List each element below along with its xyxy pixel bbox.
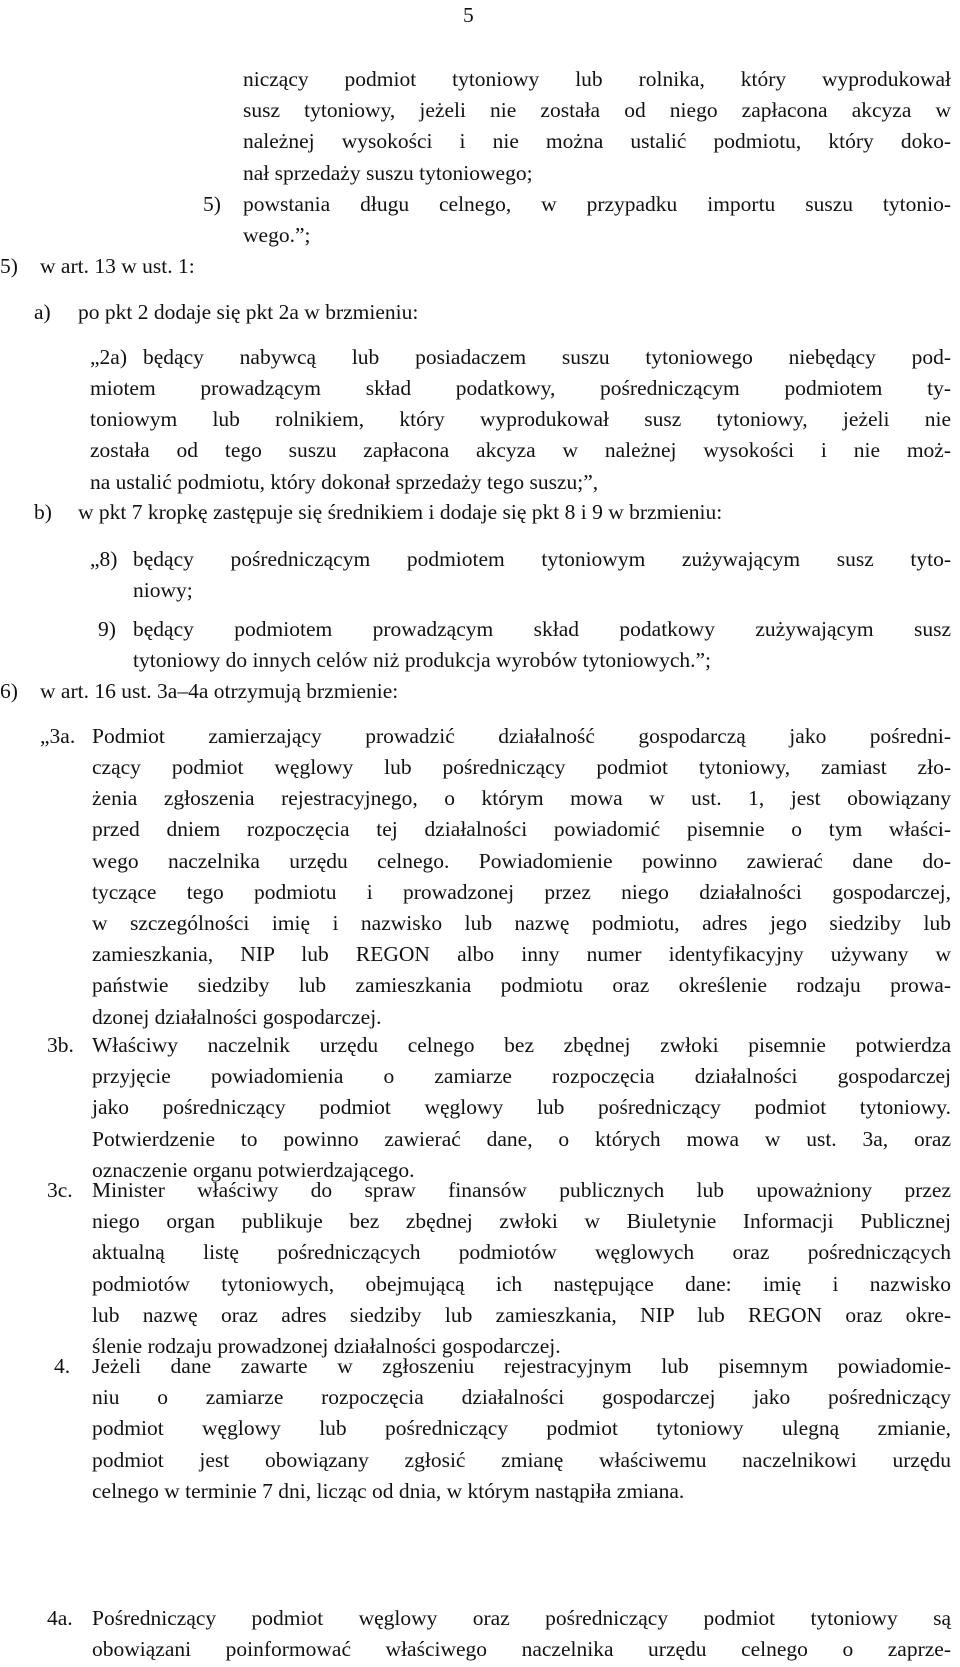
- text-line: wego naczelnika urzędu celnego. Powiadomienie powinno zawierać dane do-: [92, 848, 951, 873]
- text-line: będący nabywcą lub posiadaczem suszu tytoniowego niebędący pod-: [143, 345, 951, 369]
- text-line: podmiotów tytoniowych, obejmującą ich następujące dane: imię i nazwisko: [92, 1271, 951, 1296]
- ust-4-text: [92, 1351, 951, 1507]
- text-line: niowy;: [133, 578, 193, 603]
- text-line: susz tytoniowy, jeżeli nie została od niego zapłacona akcyza w: [243, 98, 951, 123]
- text-line: należnej wysokości i nie można ustalić podmiotu, który doko-: [243, 129, 951, 154]
- text-line: ślenie rodzaju prowadzonej działalności gospodarczej.: [92, 1334, 561, 1359]
- text-line: aktualną listę pośredniczących podmiotów węglowych oraz pośredniczących: [92, 1240, 951, 1265]
- text-line: dzonej działalności gospodarczej.: [92, 1004, 382, 1029]
- text-line: Właściwy naczelnik urzędu celnego bez zbędnej zwłoki pisemnie potwierdza: [92, 1033, 951, 1057]
- text-line: celnego w terminie 7 dni, licząc od dnia, w którym nastąpiła zmiana.: [92, 1478, 685, 1503]
- text-line: powstania długu celnego, w przypadku importu suszu tytonio-: [243, 192, 951, 216]
- ust-3c-text: [92, 1175, 951, 1362]
- ust-3a-text: [92, 752, 951, 1033]
- text-line: nał sprzedaży suszu tytoniowego;: [243, 160, 533, 185]
- text-line: w szczególności imię i nazwisko lub nazwę podmiotu, adres jego siedziby lub: [92, 911, 951, 936]
- text-line: lub nazwę oraz adres siedziby lub zamieszkania, NIP lub REGON oraz okre-: [92, 1302, 951, 1327]
- text-line: została od tego suszu zapłacona akcyza w należnej wysokości i nie moż-: [90, 438, 951, 463]
- point-label: „8): [90, 547, 118, 571]
- text-line: Minister właściwy do spraw finansów publicznych lub upoważniony przez: [92, 1178, 951, 1202]
- continuation-paragraph: [243, 64, 951, 189]
- ust-3a-first: [92, 721, 951, 752]
- ust-label: 4a.: [47, 1606, 73, 1630]
- art13-b-text: w pkt 7 kropkę zastępuje się średnikiem i dodaje się pkt 8 i 9 w brzmieniu:: [78, 500, 723, 524]
- text-line: obowiązani poinformować właściwego naczelnika urzędu celnego o zaprze-: [92, 1637, 951, 1662]
- text-line: przyjęcie powiadomienia o zamiarze rozpoczęcia działalności gospodarczej: [92, 1064, 951, 1089]
- text-line: będący podmiotem prowadzącym skład podatkowy zużywającym susz: [133, 617, 951, 641]
- ust-4a-text: [92, 1603, 951, 1665]
- item-label: 5): [203, 192, 221, 216]
- item-label: 5): [0, 254, 18, 278]
- item-label: a): [34, 300, 51, 324]
- ust-label: 3b.: [47, 1033, 74, 1057]
- ust-label: „3a.: [40, 724, 76, 748]
- page-number: 5: [463, 3, 474, 27]
- item-5-inner-text: [243, 189, 951, 251]
- text-line: jako pośredniczący podmiot węglowy lub pośredniczący podmiot tytoniowy.: [92, 1095, 951, 1120]
- text-line: Jeżeli dane zawarte w zgłoszeniu rejestracyjnym lub pisemnym powiadomie-: [92, 1354, 951, 1378]
- text-line: miotem prowadzącym skład podatkowy, pośredniczącym podmiotem ty-: [90, 376, 951, 400]
- text-line: podmiot węglowy lub pośredniczący podmiot tytoniowy ulegną zmianie,: [92, 1416, 951, 1441]
- text-line: oznaczenie organu potwierdzającego.: [92, 1157, 415, 1182]
- text-line: zamieszkania, NIP lub REGON albo inny numer identyfikacyjny używany w: [92, 942, 951, 967]
- art13-a-text: po pkt 2 dodaje się pkt 2a w brzmieniu:: [78, 300, 419, 324]
- text-line: tytoniowy do innych celów niż produkcja wyrobów tytoniowych.”;: [133, 648, 712, 673]
- text-line: niczący podmiot tytoniowy lub rolnika, który wyprodukował: [243, 67, 951, 91]
- item-label: 6): [0, 679, 18, 703]
- text-line: tyczące tego podmiotu i prowadzonej przez niego działalności gospodarczej,: [92, 879, 951, 904]
- text-line: Podmiot zamierzający prowadzić działalność gospodarczą jako pośredni-: [92, 724, 951, 748]
- text-line: niu o zamiarze rozpoczęcia działalności gospodarczej jako pośredniczący: [92, 1385, 951, 1410]
- text-line: na ustalić podmiotu, który dokonał sprzedaży tego suszu;”,: [90, 469, 599, 494]
- point-9-text: [133, 614, 951, 676]
- art13-heading: w art. 13 w ust. 1:: [40, 254, 195, 278]
- text-line: niego organ publikuje bez zbędnej zwłoki w Biuletynie Informacji Publicznej: [92, 1209, 951, 1234]
- text-line: będący pośredniczącym podmiotem tytoniowym zużywającym susz tyto-: [133, 547, 951, 571]
- item-label: b): [34, 500, 52, 524]
- text-line: czący podmiot węglowy lub pośredniczący podmiot tytoniowy, zamiast zło-: [92, 755, 951, 779]
- text-line: podmiot jest obowiązany zgłosić zmianę właściwemu naczelnikowi urzędu: [92, 1447, 951, 1472]
- text-line: przed dniem rozpoczęcia tej działalności powiadomić pisemnie o tym właści-: [92, 817, 951, 842]
- text-line: państwie siedziby lub zamieszkania podmiotu oraz określenie rodzaju prowa-: [92, 973, 951, 998]
- text-line: wego.”;: [243, 223, 311, 248]
- point-2a-text-cont: [90, 373, 951, 498]
- ust-label: 4.: [54, 1354, 71, 1378]
- ust-3b-text: [92, 1030, 951, 1186]
- text-line: toniowym lub rolnikiem, który wyprodukował susz tytoniowy, jeżeli nie: [90, 407, 951, 432]
- point-label: 9): [98, 617, 116, 641]
- text-line: Pośredniczący podmiot węglowy oraz pośredniczący podmiot tytoniowy są: [92, 1606, 951, 1630]
- art16-heading: w art. 16 ust. 3a–4a otrzymują brzmienie:: [40, 679, 399, 703]
- text-line: żenia zgłoszenia rejestracyjnego, o którym mowa w ust. 1, jest obowiązany: [92, 786, 951, 811]
- text-line: Potwierdzenie to powinno zawierać dane, o których mowa w ust. 3a, oraz: [92, 1126, 951, 1151]
- ust-label: 3c.: [47, 1178, 73, 1202]
- point-8-text: [133, 544, 951, 606]
- point-2a-text: [143, 342, 951, 373]
- point-label: „2a): [90, 345, 127, 369]
